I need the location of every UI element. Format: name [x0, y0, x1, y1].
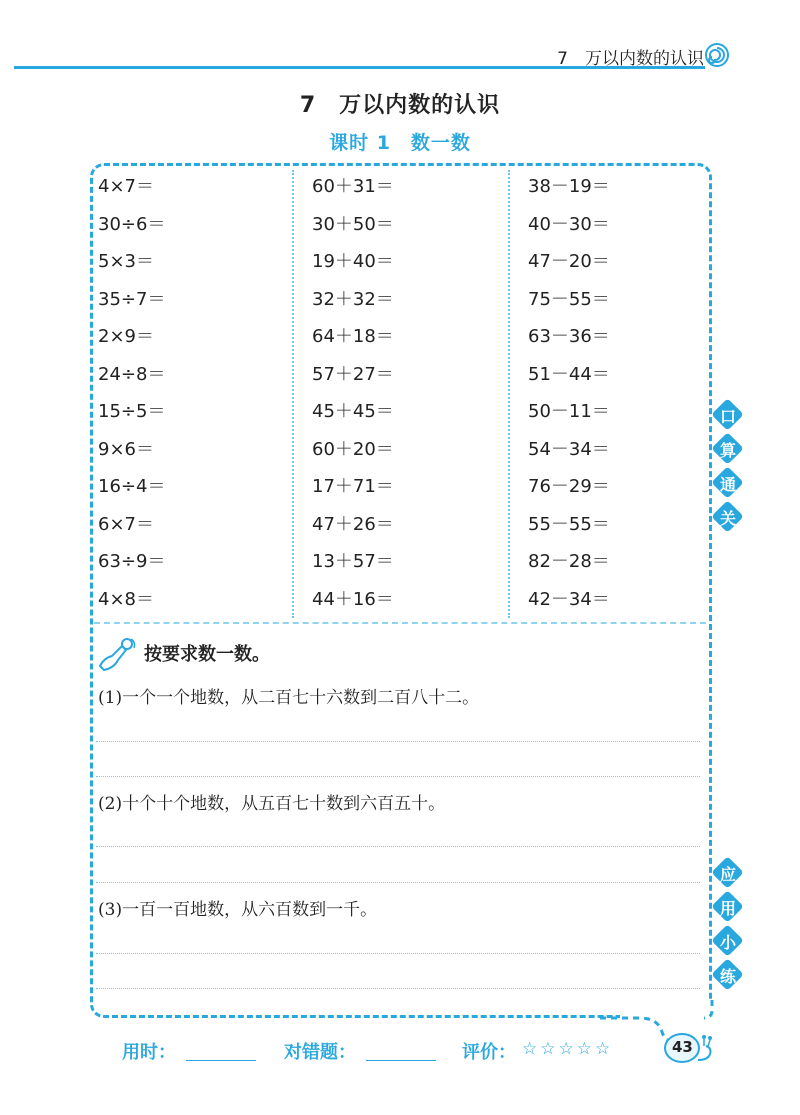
- drill-item: 15÷5＝: [98, 401, 166, 422]
- header-chapter-title: 7 万以内数的认识: [557, 49, 704, 69]
- drill-item: 82－28＝: [528, 551, 610, 572]
- drill-item: 9×6＝: [98, 438, 154, 460]
- answer-line: [96, 741, 700, 742]
- side-tab-kousuan-4: 关: [713, 502, 743, 532]
- drill-item: 64＋18＝: [312, 326, 394, 347]
- drill-item: 45＋45＝: [312, 401, 394, 422]
- drill-item: 47－20＝: [528, 251, 610, 272]
- page-header: [14, 0, 800, 70]
- drill-item: 63－36＝: [528, 326, 610, 347]
- drill-item: 4×7＝: [98, 176, 154, 197]
- page-title: 7 万以内数的认识: [299, 93, 501, 118]
- drill-item: 50－11＝: [528, 401, 610, 422]
- drill-item: 51－44＝: [528, 363, 610, 385]
- exercise-frame: [90, 163, 712, 1018]
- column-divider: [508, 170, 510, 618]
- side-tab-yingyong-4: 练: [713, 960, 743, 990]
- drill-item: 30÷6＝: [98, 213, 166, 235]
- answer-line: [96, 953, 700, 954]
- answer-line: [96, 988, 700, 989]
- errors-label: 对错题：: [284, 1042, 356, 1063]
- trumpet-icon: [96, 636, 138, 672]
- drill-item: 4×8＝: [98, 588, 154, 610]
- side-tab-yingyong-2: 用: [713, 892, 743, 922]
- section-separator: [94, 622, 706, 624]
- drill-item: 5×3＝: [98, 251, 154, 272]
- time-label: 用时：: [122, 1042, 176, 1063]
- drill-item: 30＋50＝: [312, 213, 394, 235]
- drill-item: 17＋71＝: [312, 476, 394, 497]
- side-tab-yingyong-3: 小: [713, 926, 743, 956]
- drill-item: 75－55＝: [528, 288, 610, 310]
- rating-label: 评价：: [462, 1042, 516, 1063]
- drill-item: 32＋32＝: [312, 288, 394, 310]
- drill-item: 40－30＝: [528, 213, 610, 235]
- drill-item: 16÷4＝: [98, 476, 166, 497]
- question-heading: [96, 636, 396, 672]
- page-number: 43: [672, 1038, 693, 1056]
- side-tab-kousuan-3: 通: [713, 468, 743, 498]
- drill-item: 35÷7＝: [98, 288, 166, 310]
- drill-item: 60＋20＝: [312, 438, 394, 460]
- errors-blank: [366, 1060, 436, 1061]
- question-heading-text: 按要求数一数。: [144, 644, 270, 665]
- drill-item: 54－34＝: [528, 438, 610, 460]
- drill-item: 47＋26＝: [312, 513, 394, 535]
- drill-item: 76－29＝: [528, 476, 610, 497]
- drill-item: 60＋31＝: [312, 176, 394, 197]
- drill-item: 13＋57＝: [312, 551, 394, 572]
- drill-item: 6×7＝: [98, 513, 154, 535]
- column-divider: [292, 170, 294, 618]
- side-tab-yingyong-1: 应: [713, 858, 743, 888]
- drill-item: 44＋16＝: [312, 588, 394, 610]
- answer-line: [96, 882, 700, 883]
- spiral-icon: [704, 42, 730, 68]
- side-tab-kousuan-1: 口: [713, 400, 743, 430]
- drill-item: 57＋27＝: [312, 363, 394, 385]
- answer-line: [96, 776, 700, 777]
- drill-item: 19＋40＝: [312, 251, 394, 272]
- drill-item: 63÷9＝: [98, 551, 166, 572]
- side-tab-kousuan-2: 算: [713, 434, 743, 464]
- lesson-subtitle: 课时 1 数一数: [329, 132, 471, 154]
- page-number-badge: [660, 1030, 718, 1066]
- question-1: (1)一个一个地数，从二百七十六数到二百八十二。: [98, 688, 480, 708]
- drill-item: 42－34＝: [528, 588, 610, 610]
- rating-stars: ☆☆☆☆☆: [522, 1039, 614, 1059]
- drill-item: 38－19＝: [528, 176, 610, 197]
- question-2: (2)十个十个地数，从五百七十数到六百五十。: [98, 794, 446, 814]
- question-3: (3)一百一百地数，从六百数到一千。: [98, 900, 378, 920]
- drill-item: 55－55＝: [528, 513, 610, 535]
- answer-line: [96, 846, 700, 847]
- time-blank: [186, 1060, 256, 1061]
- drill-item: 2×9＝: [98, 326, 154, 347]
- drill-item: 24÷8＝: [98, 363, 166, 385]
